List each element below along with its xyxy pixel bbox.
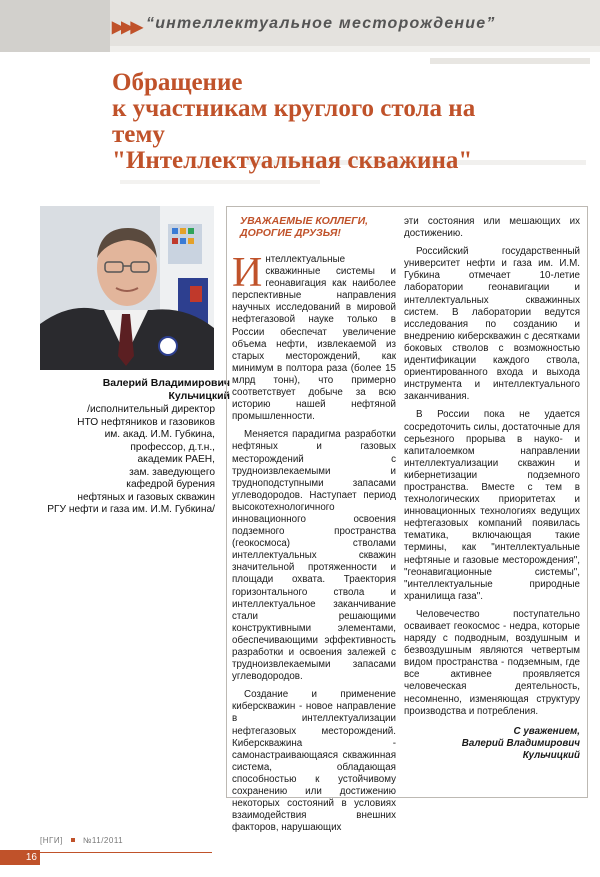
role-line: профессор, д.т.н.,	[130, 441, 215, 453]
triple-arrow-icon: ▶▶▶	[112, 19, 140, 36]
drop-cap: И	[232, 250, 263, 296]
letter-column-left	[232, 250, 396, 840]
title-line: Обращение	[112, 69, 243, 96]
signature-line: Валерий Владимирович	[461, 737, 580, 749]
role-line: им. акад. И.М. Губкина,	[104, 429, 215, 440]
signature-line: Кульчицкий	[522, 749, 580, 761]
role-line: нефтяных и газовых скважин	[77, 491, 215, 503]
salutation: УВАЖАЕМЫЕ КОЛЛЕГИ, ДОРОГИЕ ДРУЗЬЯ!	[240, 215, 369, 239]
paragraph	[232, 250, 396, 423]
paragraph: Меняется парадигма разработки нефтяных и газовых месторождений с трудноизвлекаемыми и трудноподступными запасами углеводородов. Наступает период высокотехнологичного инновационного освоения подземного пространства (геокосмоса) стволами интеллектуальных скважин значительной протяженности и площади охвата. Траектория горизонтального ствола и интеллектуальное заканчивание стали решающими конструктивными элементами, обеспечивающими эффективность разработки и освоения залежей с трудноизвлекаемыми запасами углеводородов.	[232, 429, 396, 683]
journal-footer	[40, 836, 123, 845]
background-strip	[430, 58, 590, 64]
header-band-left-block	[0, 0, 110, 52]
issue-number: №11/2011	[82, 836, 124, 845]
signature-line: С уважением,	[513, 725, 580, 737]
page-number: 16	[0, 850, 40, 865]
title-line: к участникам круглого стола на тему	[112, 95, 476, 148]
article-title	[112, 70, 532, 174]
author-photo	[40, 206, 214, 370]
role-line: НТО нефтяников и газовиков	[77, 416, 215, 428]
signature-block	[404, 726, 580, 762]
background-strip	[120, 180, 320, 184]
paragraph: эти состояния или мешающих их достижению.	[404, 216, 580, 240]
role-line: кафедрой бурения	[126, 479, 215, 490]
paragraph-text: нтеллектуальные скважинные системы и геонавигация как наиболее перспективные направления научных исследований в мировой нефтегазовой науке только в России обеспечат увеличение объема нефти, извлекаемой из старых месторождений, как минимум в полтора раза (более 15 млрд тонн), что примерно соответствует добыче за всю историю нашей нефтяной промышленности.	[232, 254, 396, 423]
letter-column-right	[404, 216, 580, 762]
paragraph: Человечество поступательно осваивает геокосмос - недра, которые наряду с подводным, воздушным и безвоздушным являются четвертым видом пространства - подземным, где все активнее проявляется человеческая деятельность, несомненно, изменяющая структуру производства и потребления.	[404, 608, 580, 717]
paragraph: Российский государственный университет нефти и газа им. И.М. Губкина отмечает 10-летие лаборатории геонавигации и интеллектуальных скважинных систем. В лаборатории ведутся исследования по созданию и внедрению киберскважин с десятками боковых стволов с возможностью идентификации каждого ствола, ориентированного входа и выхода инструмента и интеллектуального заканчивания.	[404, 246, 580, 403]
portrait-illustration	[40, 206, 214, 370]
author-role	[30, 404, 215, 517]
section-title: “интеллектуальное месторождение”	[146, 15, 496, 32]
square-bullet-icon	[71, 838, 75, 842]
role-line: зам. заведующего	[129, 466, 215, 478]
role-line: РГУ нефти и газа им. И.М. Губкина/	[47, 504, 215, 515]
role-line: /исполнительный директор	[87, 404, 215, 415]
author-name: Валерий Владимирович Кульчицкий	[102, 377, 230, 402]
paragraph: В России пока не удается сосредоточить силы, достаточные для серьезного прорыва в науко- и капиталоемком направлении интеллектуализации скважин и кибернетизации подземного пространства. Вместе с тем в технологических приоритетах и инновационных технологиях ведущих нефтегазовых компаний появилась тематика, включающая такие термины, как "интеллектуальные нефтяные и газовые месторождения", "геонавигационные системы", "интеллектуальные природные хранилища газа".	[404, 409, 580, 602]
title-line: "Интеллектуальная скважина"	[112, 147, 473, 174]
paragraph: Создание и применение киберскважин - новое направление в интеллектуализации нефтегазовых месторождений. Киберскважина - самонастраивающаяся скважинная система, обладающая способностью к устойчивому сохранению или достижению некоторых состояний в условиях взаимодействия внешних факторов, нарушающих	[232, 689, 396, 834]
role-line: академик РАЕН,	[137, 454, 215, 465]
journal-name: [НГИ]	[40, 836, 63, 845]
